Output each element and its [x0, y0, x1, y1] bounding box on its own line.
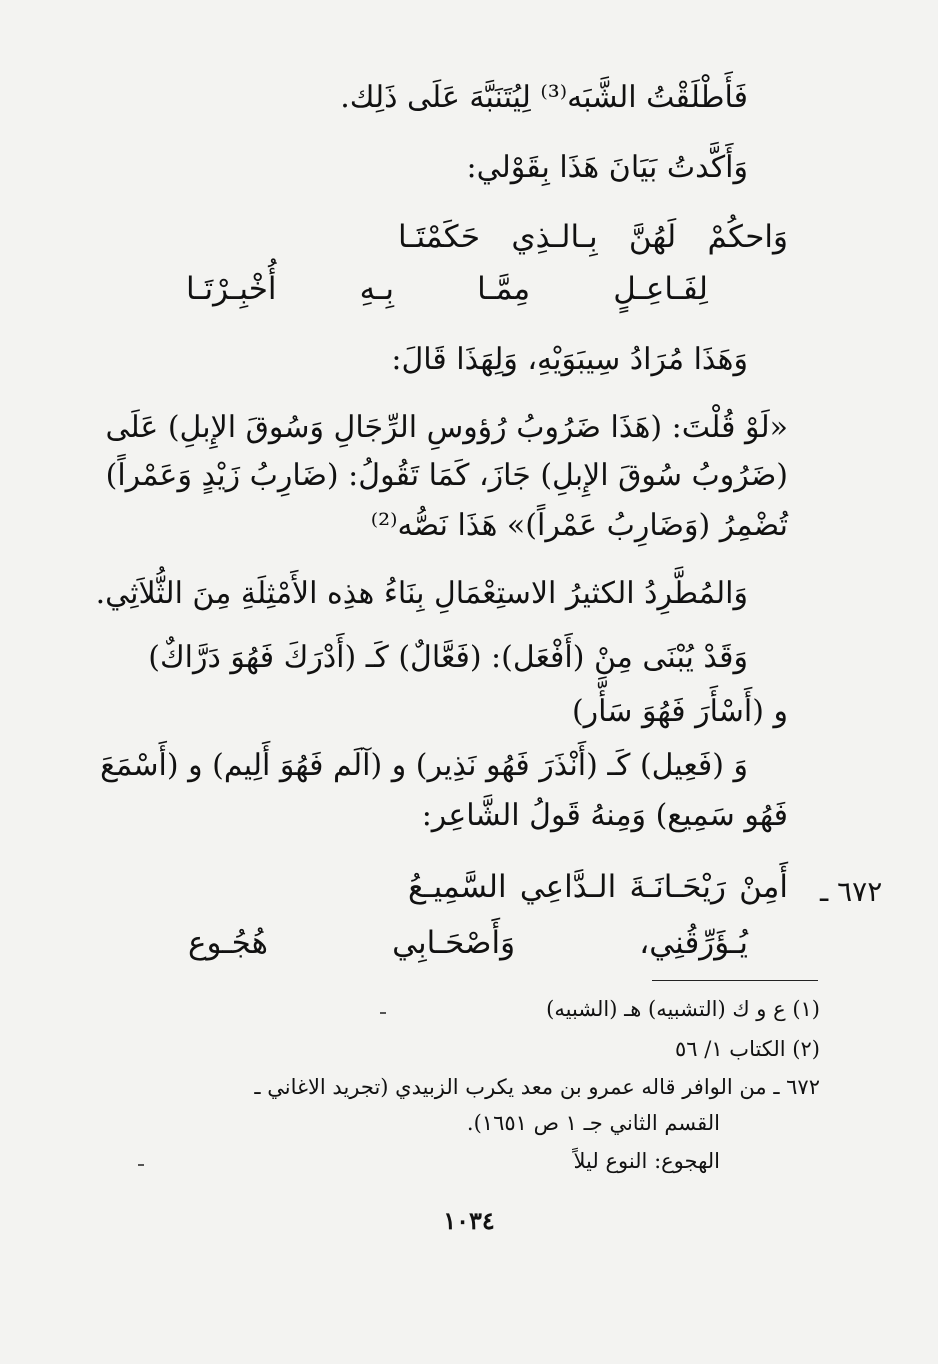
footnote-separator: [652, 980, 818, 981]
body-line-4: وَالمُطَّرِدُ الكثيرُ الاستِعْمَالِ بِنَاءُ هذِه الأَمْثِلَةِ مِنَ الثُّلاَثِي.: [95, 576, 748, 611]
verse-word: مِمَّـا: [477, 271, 531, 307]
body-line-6a: وَ (فَعِيل) كَـ (أَنْذَرَ فَهُو نَذِير) و (آلَم فَهُوَ أَلِيم) و (أَسْمَعَ: [100, 748, 748, 783]
verse-word: وَاحكُمْ: [707, 219, 788, 255]
verse-word: بِـالـذِي: [511, 219, 598, 255]
verse-word: حَكَمْتَـا: [398, 219, 481, 255]
scan-speck: [138, 1164, 144, 1166]
body-line-3: وَهَذَا مُرَادُ سِيبَوَيْهِ، وَلِهَذَا قَالَ:: [391, 342, 748, 377]
footnote-3-line-1: ٦٧٢ ـ من الوافر قاله عمرو بن معد يكرب الزبيدي (تجريد الاغاني ـ: [254, 1075, 820, 1099]
footnote-2: (٢) الكتاب ١/ ٥٦: [675, 1037, 820, 1061]
footnote-3-line-3: الهجوع: النوع ليلاً: [573, 1149, 720, 1173]
verse-hemistich-2: [186, 268, 708, 310]
verse-word: أُخْبِـرْتَـا: [186, 271, 277, 307]
footnote-3-line-2: القسم الثاني جـ ١ ص ١٦٥١).: [466, 1111, 720, 1135]
verse-word: بِـهِ: [359, 271, 394, 307]
body-line-6b: فَهُو سَمِيع) وَمِنهُ قَولُ الشَّاعِر:: [421, 798, 788, 833]
verse-hemistich-3: [408, 866, 788, 908]
verse-word: لِفَـاعِـلٍ: [613, 271, 708, 307]
footnote-1: (١) ع و ك (التشبيه) هـ (الشبيه): [546, 997, 820, 1021]
verse-word: يُـؤَرِّقُنِي،: [639, 925, 748, 961]
verse-hemistich-1: [398, 216, 788, 258]
quote-line-3: تُضْمِرُ (وَضَارِبُ عَمْراً)» هَذَا نَصُّه⁽²⁾: [370, 508, 788, 543]
verse-word: هُجُـوع: [188, 925, 268, 961]
body-line-5a: وَقَدْ يُبْنَى مِنْ (أَفْعَل): (فَعَّالٌ) كَـ (أَدْرَكَ فَهُوَ دَرَّاكٌ): [148, 640, 748, 675]
verse-hemistich-4: [188, 922, 748, 964]
body-line-5b: و (أَسْأَرَ فَهُوَ سَأَّر): [571, 694, 788, 729]
verse-number: ٦٧٢ ـ: [820, 875, 883, 908]
verse-word: لَهُنَّ: [628, 219, 677, 255]
scan-speck: [380, 1012, 386, 1014]
verse-word: أَمِنْ: [739, 869, 788, 905]
quote-line-2: (ضَرُوبُ سُوقَ الإِبلِ) جَازَ، كَمَا تَقُولُ: (ضَارِبُ زَيْدٍ وَعَمْراً): [105, 458, 788, 493]
verse-word: رَيْحَـانَـةَ: [629, 869, 726, 905]
body-line-1: فَأَطْلَقْتُ الشَّبَه⁽³⁾ لِيُتَنَبَّهَ عَلَى ذَلِك.: [340, 80, 748, 115]
verse-word: السَّمِيـعُ: [408, 869, 507, 905]
verse-word: الـدَّاعِي: [519, 869, 617, 905]
verse-word: وَأَصْحَـابِي: [392, 925, 516, 961]
quote-line-1: «لَوْ قُلْتَ: (هَذَا ضَرُوبُ رُؤوسِ الرِّجَالِ وَسُوقَ الإِبلِ) عَلَى: [105, 410, 788, 445]
page-number: ١٠٣٤: [443, 1206, 495, 1235]
body-line-2: وَأَكَّدتُ بَيَانَ هَذَا بِقَوْلي:: [466, 150, 748, 185]
